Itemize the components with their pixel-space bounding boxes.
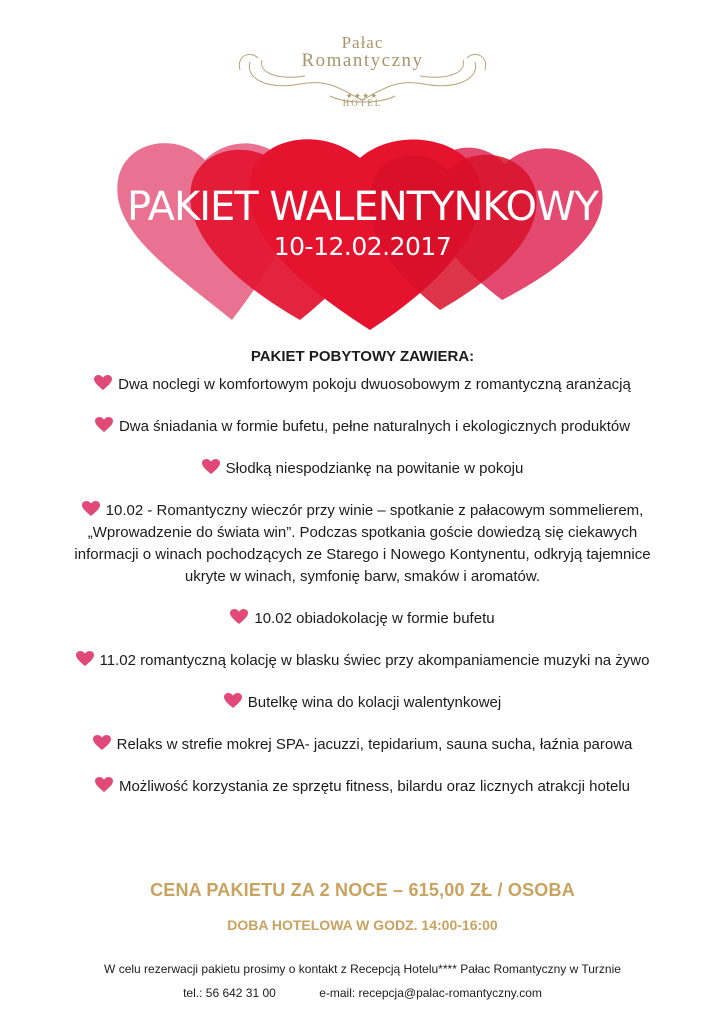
logo-line2: Romantyczny (301, 50, 424, 71)
package-list (40, 346, 685, 818)
contact-phone[interactable]: tel.: 56 642 31 00 (183, 986, 276, 1000)
heart-bullet-icon (95, 777, 113, 793)
list-item-text: 11.02 romantyczną kolację w blasku świec przy akompaniamencie muzyki na żywo (99, 652, 650, 669)
list-item (40, 650, 685, 672)
hearts-illustration (0, 120, 725, 340)
list-item (40, 500, 685, 588)
checkin-hours: DOBA HOTELOWA W GODZ. 14:00-16:00 (227, 917, 498, 933)
hero-title: PAKIET WALENTYNKOWY (127, 184, 598, 230)
list-item-text: 10.02 - Romantyczny wieczór przy winie – spotkanie z pałacowym sommelierem, „Wprowadzenie do świata win”. Podczas spotkania goście dowiedzą się ciekawych informacji o winach pochodzących ze Starego i Nowego Kontynentu, odkryją tajemnice ukryte w winach, symfonię barw, smaków i aromatów. (74, 502, 651, 585)
logo-stars: ★★★★ (345, 92, 380, 100)
list-item-text: Butelkę wina do kolacji walentynkowej (247, 694, 502, 711)
logo-hotel (0, 92, 725, 108)
logo-line1: Pałac (341, 33, 384, 52)
contact-note: W celu rezerwacji pakietu prosimy o kontakt z Recepcją Hotelu**** Pałac Romantyczny w Turznie (104, 962, 621, 976)
heart-bullet-icon (82, 501, 100, 517)
list-item-text: Możliwość korzystania ze sprzętu fitness, bilardu oraz licznych atrakcji hotelu (118, 778, 631, 795)
list-item (40, 776, 685, 798)
list-item (40, 458, 685, 480)
list-item (40, 692, 685, 714)
list-item (40, 734, 685, 756)
hero-date: 10-12.02.2017 (273, 232, 452, 261)
heart-bullet-icon (95, 417, 113, 433)
list-item-text: Relaks w strefie mokrej SPA- jacuzzi, tepidarium, sauna sucha, łaźnia parowa (116, 736, 633, 753)
package-heading: PAKIET POBYTOWY ZAWIERA: (250, 348, 475, 365)
heart-bullet-icon (230, 609, 248, 625)
list-item (40, 608, 685, 630)
list-item-text: Dwa śniadania w formie bufetu, pełne naturalnych i ekologicznych produktów (118, 418, 631, 435)
list-item (40, 374, 685, 396)
heart-bullet-icon (202, 459, 220, 475)
heart-bullet-icon (224, 693, 242, 709)
list-item-text: 10.02 obiadokolację w formie bufetu (254, 610, 495, 627)
list-item (40, 416, 685, 438)
heart-bullet-icon (93, 735, 111, 751)
logo-hotel-label: HOTEL (342, 98, 383, 108)
list-item-text: Dwa noclegi w komfortowym pokoju dwuosobowym z romantyczną aranżacją (118, 376, 631, 393)
contact-email[interactable]: e-mail: recepcja@palac-romantyczny.com (319, 986, 542, 1000)
contact-row (0, 986, 725, 1000)
heart-bullet-icon (76, 651, 94, 667)
heart-bullet-icon (94, 375, 112, 391)
hotel-logo (0, 0, 725, 130)
list-item-text: Słodką niespodziankę na powitanie w pokoju (225, 460, 524, 477)
package-price: CENA PAKIETU ZA 2 NOCE – 615,00 ZŁ / OSOBA (150, 880, 575, 900)
